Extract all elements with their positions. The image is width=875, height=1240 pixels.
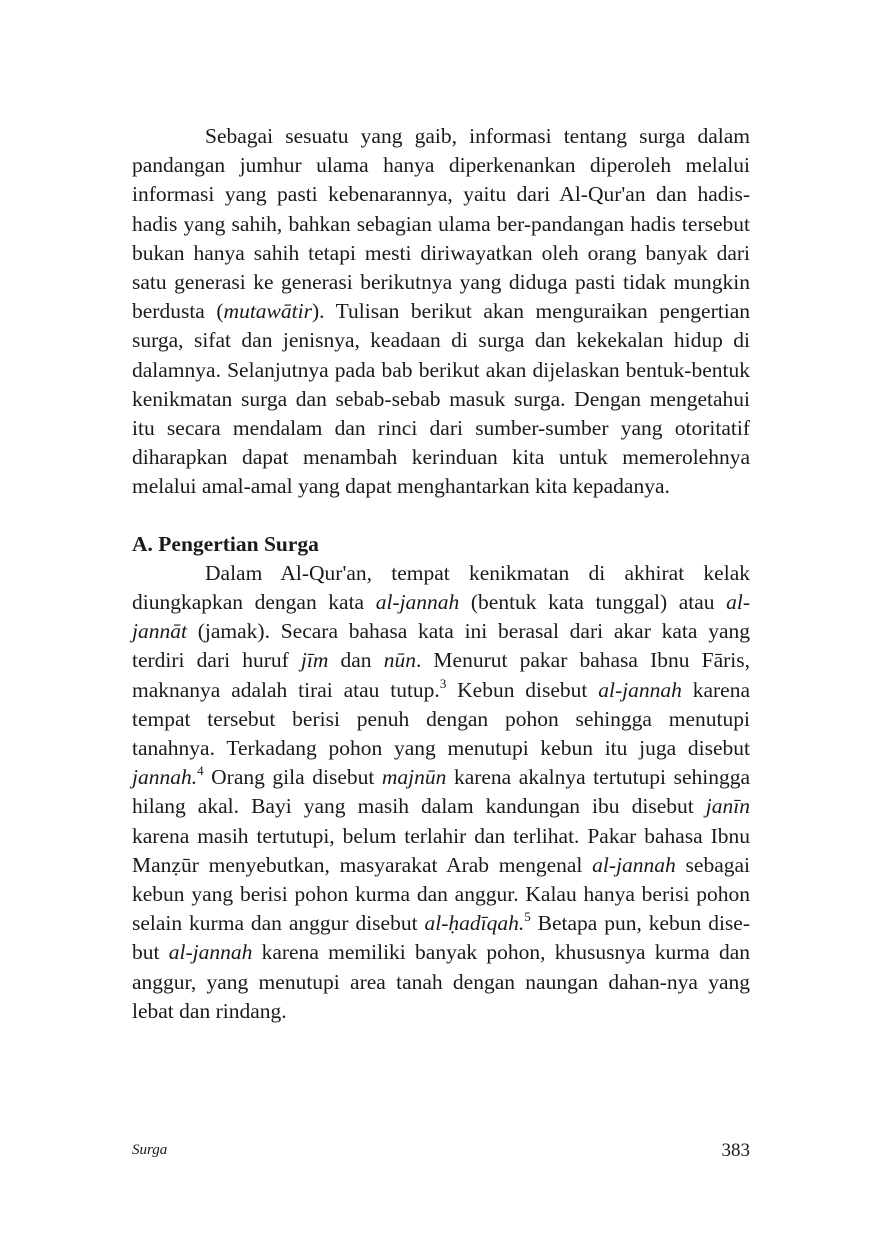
italic-term: al-jannāt	[132, 590, 751, 644]
italic-term: al-jannah	[598, 677, 682, 702]
text-run: Betapa pun, kebun dise-but	[132, 911, 750, 965]
text-run: karena tempat tersebut berisi penuh dengan pohon sehingga menutupi tanahnya. Terkadang pohon yang menutupi kebun itu juga disebut	[132, 677, 750, 761]
text-run: ). Tulisan berikut akan menguraikan pengertian surga, sifat dan jenisnya, keadaan di surga dan kekekalan hidup di dalamnya. Selanjutnya pada bab berikut akan dijelaskan bentuk-bentuk kenikmatan surga dan sebab-sebab masuk surga. Dengan mengetahui itu secara mendalam dan rinci dari sumber-sumber yang otoritatif diharapkan dapat menambah kerinduan kita untuk memerolehnya melalui amal-amal yang dapat menghantarkan kita kepadanya.	[132, 299, 750, 499]
italic-term: jīm	[300, 648, 329, 673]
italic-term: mutawātir	[223, 299, 312, 324]
italic-term: al-jannah	[168, 940, 253, 965]
page-footer	[132, 1140, 750, 1164]
section-heading: A. Pengertian Surga	[132, 531, 319, 556]
text-run: Orang gila disebut	[203, 765, 382, 790]
text-run: karena memiliki banyak pohon, khususnya kurma dan anggur, yang menutupi area tanah dengan naungan dahan-nya yang lebat dan rindang.	[132, 940, 750, 1023]
italic-term: majnūn	[381, 765, 447, 790]
text-run: (jamak). Secara bahasa kata ini berasal dari akar kata yang terdiri dari huruf	[132, 619, 750, 673]
body-paragraph-intro	[132, 122, 750, 502]
footnote-marker: 3	[439, 675, 447, 691]
text-run: (bentuk kata tunggal) atau	[459, 590, 727, 615]
text-run: dan	[328, 648, 384, 673]
italic-term: al-ḥadīqah.	[424, 911, 525, 936]
body-paragraph-definition	[132, 559, 750, 1026]
page-content	[132, 122, 750, 1026]
italic-term: al-jannah	[375, 590, 460, 615]
text-run: Kebun disebut	[446, 677, 599, 702]
footnote-marker: 5	[524, 909, 531, 925]
page-number: 383	[721, 1140, 750, 1161]
italic-term: jannah.	[132, 765, 198, 790]
footnote-marker: 4	[197, 763, 204, 779]
text-run: . Menurut pakar bahasa Ibnu Fāris, maknanya adalah tirai atau tutup.	[132, 648, 750, 702]
text-run: karena masih tertutupi, belum terlahir dan terlihat. Pakar bahasa Ibnu Manẓūr menyebutkan, masyarakat Arab mengenal	[132, 823, 750, 877]
text-run: Dalam Al-Qur'an, tempat kenikmatan di akhirat kelak diungkapkan dengan kata	[132, 560, 750, 615]
italic-term: al-jannah	[592, 852, 676, 877]
italic-term: nūn	[383, 648, 416, 673]
text-run: Sebagai sesuatu yang gaib, informasi tentang surga dalam pandangan jumhur ulama hanya diperkenankan diperoleh melalui informasi yang pasti kebenarannya, yaitu dari Al-Qur'an dan hadis-hadis yang sahih, bahkan sebagian ulama ber-pandangan hadis tersebut bukan hanya sahih tetapi mesti diriwayatkan oleh orang banyak dari satu generasi ke generasi berikutnya yang diduga pasti tidak mungkin berdusta (	[132, 124, 750, 324]
italic-term: janīn	[705, 794, 750, 819]
text-run: karena akalnya tertutupi sehingga hilang akal. Bayi yang masih dalam kandungan ibu disebut	[132, 765, 750, 819]
running-title: Surga	[132, 1142, 168, 1158]
text-run: sebagai kebun yang berisi pohon kurma dan anggur. Kalau hanya berisi pohon selain kurma dan anggur disebut	[132, 852, 750, 936]
